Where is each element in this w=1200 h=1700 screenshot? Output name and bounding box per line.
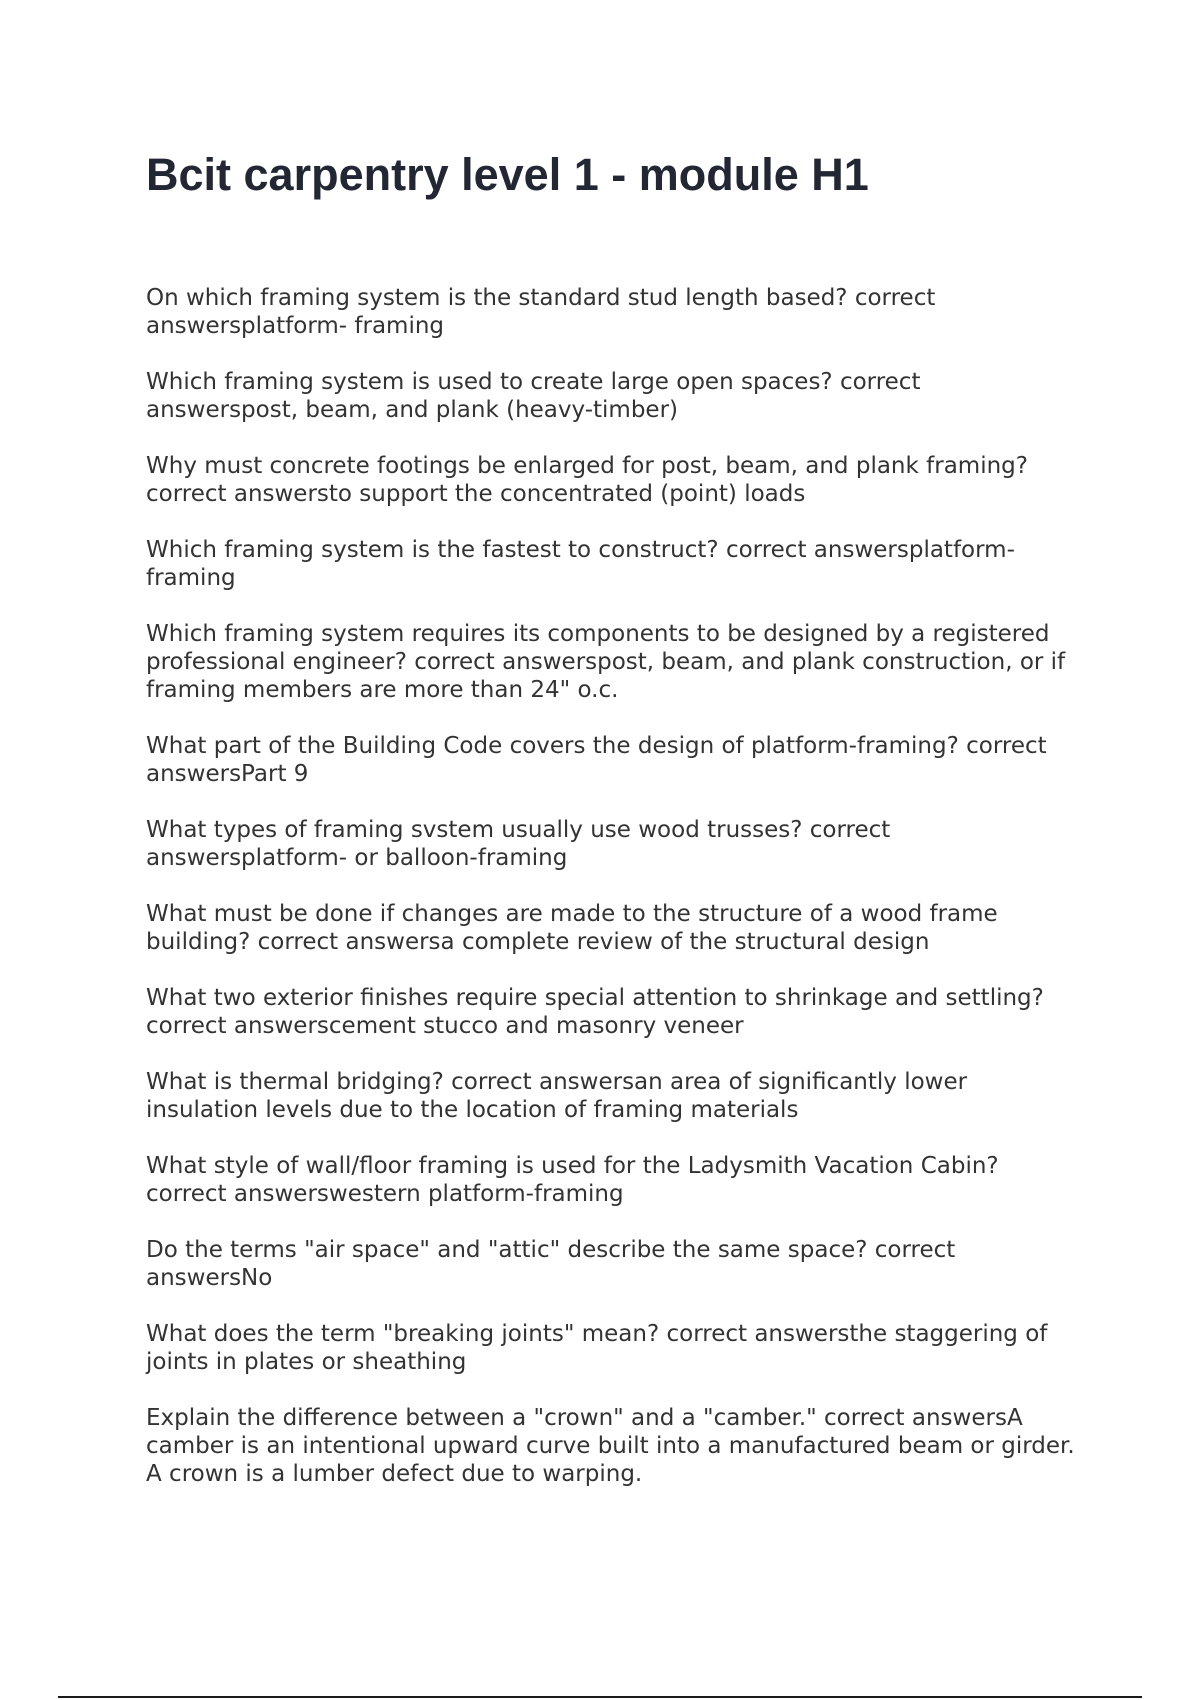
qa-item-5: Which framing system requires its components to be designed by a registered professional engineer? correct answerspost, beam, and plank construction, or if framing members are more than 24" o.c. [146, 621, 1066, 703]
qa-item-12: Do the terms "air space" and "attic" describe the same space? correct answersNo [146, 1237, 956, 1291]
qa-item-11: What style of wall/floor framing is used for the Ladysmith Vacation Cabin? correct answerswestern platform-framing [146, 1153, 999, 1207]
qa-item-8: What must be done if changes are made to the structure of a wood frame building? correct answersa complete review of the structural design [146, 901, 998, 955]
qa-item-9: What two exterior finishes require special attention to shrinkage and settling? correct answerscement stucco and masonry veneer [146, 985, 1044, 1039]
question-answer-list [146, 284, 1076, 1516]
qa-item-2: Which framing system is used to create large open spaces? correct answerspost, beam, and plank (heavy-timber) [146, 369, 921, 423]
qa-item-3: Why must concrete footings be enlarged for post, beam, and plank framing? correct answersto support the concentrated (point) loads [146, 453, 1028, 507]
footer-divider [58, 1696, 1142, 1698]
qa-item-13: What does the term "breaking joints" mean? correct answersthe staggering of joints in plates or sheathing [146, 1321, 1048, 1375]
document-title: Bcit carpentry level 1 - module H1 [146, 149, 869, 200]
qa-item-6: What part of the Building Code covers the design of platform-framing? correct answersPart 9 [146, 733, 1047, 787]
qa-item-10: What is thermal bridging? correct answersan area of significantly lower insulation levels due to the location of framing materials [146, 1069, 968, 1123]
qa-item-14: Explain the difference between a "crown" and a "camber." correct answersA camber is an intentional upward curve built into a manufactured beam or girder. A crown is a lumber defect due to warping. [146, 1405, 1075, 1487]
qa-item-1: On which framing system is the standard stud length based? correct answersplatform- framing [146, 285, 936, 339]
qa-item-7: What types of framing svstem usually use wood trusses? correct answersplatform- or balloon-framing [146, 817, 891, 871]
qa-item-4: Which framing system is the fastest to construct? correct answersplatform-framing [146, 537, 1015, 591]
